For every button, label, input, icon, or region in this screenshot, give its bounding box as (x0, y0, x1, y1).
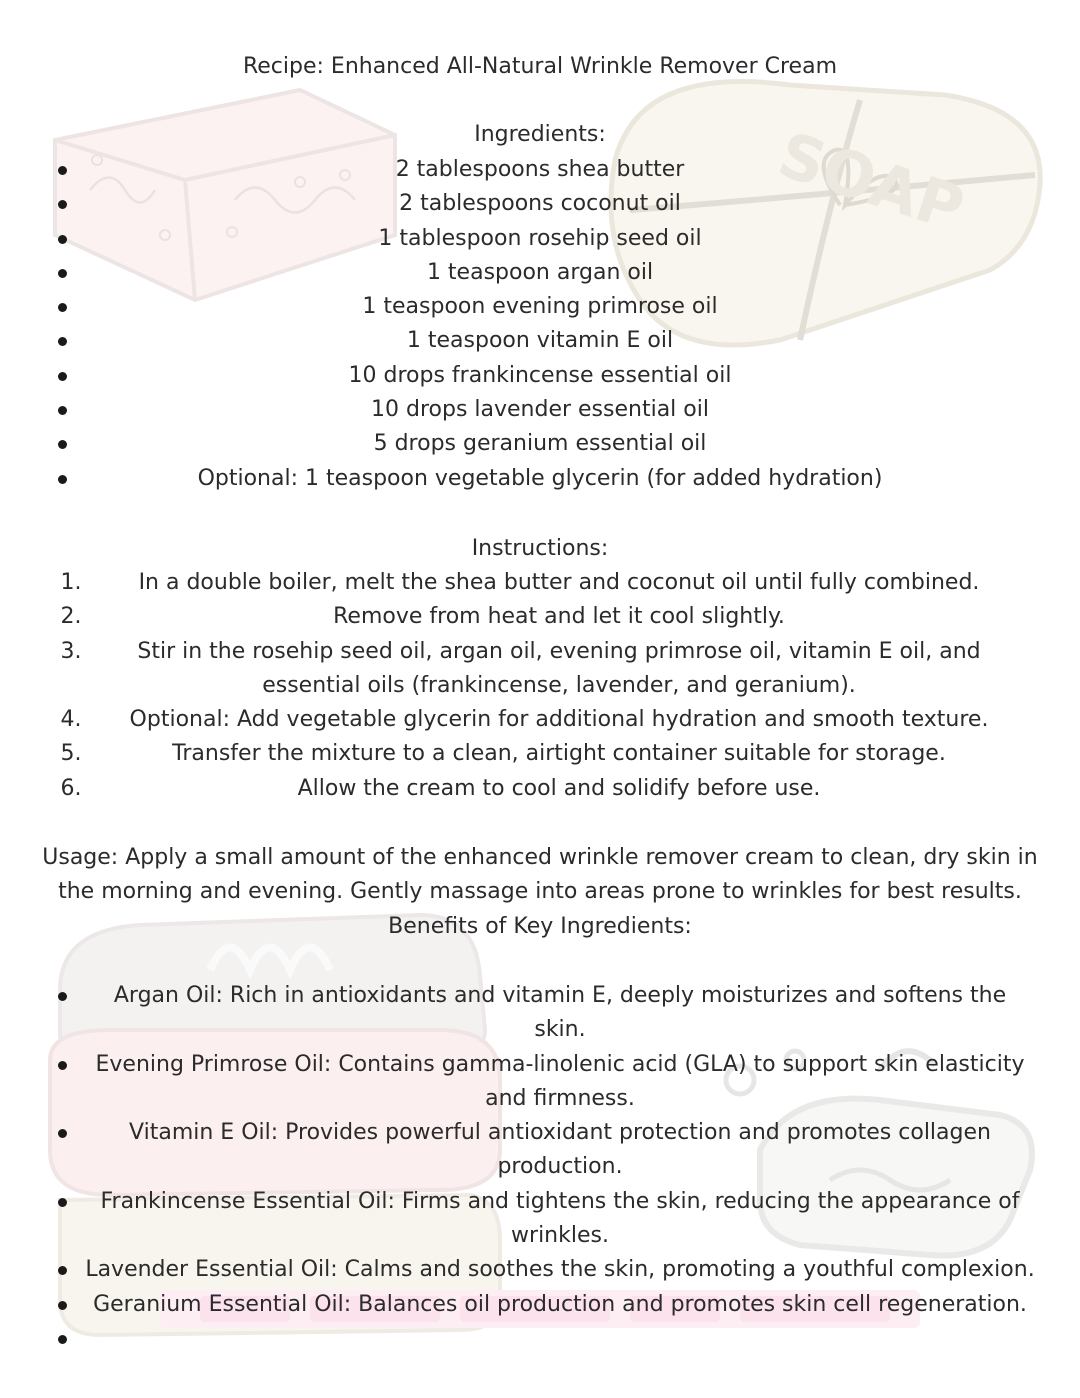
ingredient-text: 5 drops geranium essential oil (373, 431, 707, 457)
list-item (0, 187, 1080, 221)
list-item (0, 427, 1080, 461)
benefit-text: Argan Oil: Rich in antioxidants and vitamin E, deeply moisturizes and softens the skin. (113, 983, 1007, 1043)
list-item (0, 393, 1080, 427)
ingredient-text: Optional: 1 teaspoon vegetable glycerin (for added hydration) (197, 465, 883, 491)
step-item (0, 635, 1080, 704)
bullet-icon (58, 992, 67, 1001)
ingredient-text: 10 drops lavender essential oil (371, 397, 709, 423)
benefit-text: Frankincense Essential Oil: Firms and tightens the skin, reducing the appearance of wrinkles. (100, 1188, 1020, 1249)
step-number: 4. (60, 707, 82, 733)
benefit-text: Vitamin E Oil: Provides powerful antioxidant protection and promotes collagen production. (129, 1120, 991, 1180)
list-item (0, 462, 1080, 496)
benefits-heading: Benefits of Key Ingredients: (388, 914, 692, 939)
ingredient-text: 1 tablespoon rosehip seed oil (378, 225, 702, 251)
list-item (0, 1116, 1080, 1185)
step-text: Allow the cream to cool and solidify before use. (297, 775, 821, 801)
step-item (0, 772, 1080, 806)
step-item (0, 703, 1080, 737)
step-item (0, 566, 1080, 600)
list-item (0, 1048, 1080, 1117)
list-item (0, 256, 1080, 290)
svg-text:SOAP: SOAP (770, 117, 973, 246)
list-item (0, 1288, 1080, 1322)
bullet-icon (58, 1301, 67, 1310)
bullet-icon (58, 337, 67, 346)
ingredient-text: 2 tablespoons shea butter (395, 157, 685, 182)
benefit-text: Geranium Essential Oil: Balances oil production and promotes skin cell regeneration. (93, 1291, 1027, 1317)
bullet-icon (58, 372, 67, 381)
instructions-heading: Instructions: (471, 536, 609, 561)
bullet-icon (58, 1198, 67, 1207)
ingredient-text: 1 teaspoon argan oil (426, 259, 654, 285)
benefit-text: Lavender Essential Oil: Calms and soothes the skin, promoting a youthful complexion. (85, 1257, 1035, 1283)
bullet-icon (58, 440, 67, 449)
bullet-icon (58, 1129, 67, 1138)
ingredient-text: 10 drops frankincense essential oil (348, 362, 732, 388)
bullet-icon (58, 235, 67, 244)
list-item (0, 359, 1080, 393)
ingredients-list (0, 153, 1080, 496)
bullet-icon (58, 406, 67, 415)
ingredient-text: 2 tablespoons coconut oil (399, 191, 681, 217)
list-item (0, 290, 1080, 324)
step-text: Remove from heat and let it cool slightly. (333, 604, 785, 630)
bullet-icon (58, 166, 67, 175)
instructions-list (0, 566, 1080, 806)
ingredients-heading: Ingredients: (474, 122, 606, 147)
ingredient-text: 1 teaspoon vitamin E oil (406, 328, 674, 354)
list-item (0, 324, 1080, 358)
recipe-title: Recipe: Enhanced All-Natural Wrinkle Remover Cream (242, 54, 838, 79)
bullet-icon (58, 475, 67, 484)
step-text: Optional: Add vegetable glycerin for additional hydration and smooth texture. (129, 707, 989, 733)
bullet-icon (58, 269, 67, 278)
step-number: 3. (60, 638, 82, 664)
list-item (0, 1322, 1080, 1356)
bullet-icon (58, 1266, 67, 1275)
step-text: In a double boiler, melt the shea butter and coconut oil until fully combined. (138, 570, 980, 595)
list-item (0, 222, 1080, 256)
list-item (0, 979, 1080, 1048)
bullet-icon (58, 303, 67, 312)
list-item (0, 1185, 1080, 1254)
step-item (0, 737, 1080, 771)
benefit-text: Evening Primrose Oil: Contains gamma-linolenic acid (GLA) to support skin elasticity and firmness. (95, 1051, 1025, 1111)
step-number: 5. (60, 741, 82, 767)
step-text: Stir in the rosehip seed oil, argan oil, evening primrose oil, vitamin E oil, and essential oils (frankincense, lavender, and geranium). (137, 638, 981, 698)
step-text: Transfer the mixture to a clean, airtight container suitable for storage. (172, 741, 946, 767)
benefits-list (0, 979, 1080, 1356)
ingredient-text: 1 teaspoon evening primrose oil (362, 294, 718, 320)
usage-paragraph: Usage: Apply a small amount of the enhanced wrinkle remover cream to clean, dry skin in the morning and evening. Gently massage into areas prone to wrinkles for best results. (42, 845, 1038, 905)
list-item (0, 1253, 1080, 1287)
step-number: 1. (60, 570, 82, 595)
step-item (0, 600, 1080, 634)
list-item (0, 153, 1080, 187)
step-number: 2. (60, 604, 82, 630)
bullet-icon (58, 200, 67, 209)
step-number: 6. (60, 775, 82, 801)
bullet-icon (58, 1061, 67, 1070)
bullet-icon (58, 1335, 67, 1344)
